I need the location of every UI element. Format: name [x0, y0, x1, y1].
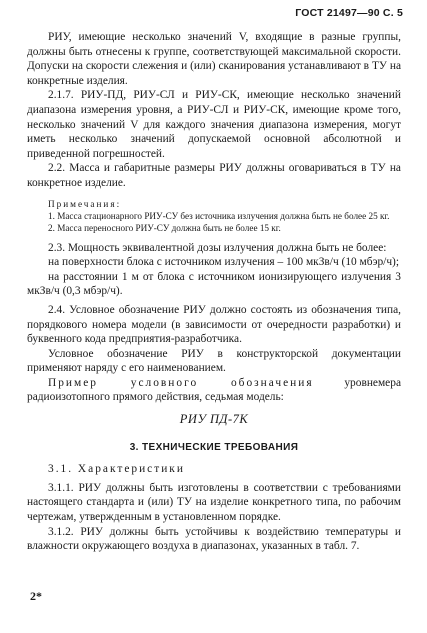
notes-block — [27, 198, 401, 234]
paragraph-3-1-1: 3.1.1. РИУ должны быть изготовлены в соответствии с требованиями настоящего стандарта и (или) ТУ на изделие конкретного типа, по рабочим чертежам, утвержденным в установленном порядке. — [27, 481, 401, 524]
notes-title: Примечания: — [48, 198, 122, 209]
document-body — [27, 30, 401, 554]
paragraph-2-3: 2.3. Мощность эквивалентной дозы излучения должна быть не более: — [48, 241, 387, 254]
note-2: 2. Масса переносного РИУ-СУ должна быть не более 15 кг. — [48, 222, 281, 233]
note-1: 1. Масса стационарного РИУ-СУ без источника излучения должна быть не более 25 кг. — [48, 210, 390, 221]
page-header: ГОСТ 21497—90 С. 5 — [295, 7, 403, 19]
example-code: РИУ ПД-7К — [179, 412, 249, 427]
paragraph-speed-groups: РИУ, имеющие несколько значений V, входящие в разные группы, должны быть отнесены к группе, соответствующей максимальной скорости. Допуски на скорости слежения и (или) сканирования устанавливают в ТУ на конкретные изделия. — [27, 31, 401, 87]
subsection-title: 3.1. Характеристики — [48, 463, 185, 476]
section-title: 3. ТЕХНИЧЕСКИЕ ТРЕБОВАНИЯ — [129, 441, 299, 453]
example-lead: Пример условного обозначения — [48, 376, 314, 389]
paragraph-3-1-2: 3.1.2. РИУ должны быть устойчивы к воздействию температуры и влажности окружающего воздуха в диапазонах, указанных в табл. 7. — [27, 525, 401, 553]
signature-mark: 2* — [30, 589, 42, 603]
paragraph-dose-1m: на расстоянии 1 м от блока с источником ионизирующего излучения 3 мкЗв/ч (0,3 мбэр/ч). — [27, 270, 401, 298]
paragraph-dose-surface: на поверхности блока с источником излучения – 100 мкЗв/ч (10 мбэр/ч); — [48, 256, 400, 269]
paragraph-designation-docs: Условное обозначение РИУ в конструкторской документации применяют наряду с его наименованием. — [27, 347, 401, 375]
paragraph-2-1-7: 2.1.7. РИУ-ПД, РИУ-СЛ и РИУ-СК, имеющие несколько значений диапазона измерения уровня, а РИУ-СЛ и РИУ-СК, имеющие кроме того, несколько значений V для каждого значения диапазона измерения, могут иметь несколько значений допускаемой основной абсолютной и приведенной погрешностей. — [27, 89, 401, 160]
paragraph-2-2: 2.2. Масса и габаритные размеры РИУ должны оговариваться в ТУ на конкретное изделие. — [27, 162, 401, 189]
paragraph-2-4: 2.4. Условное обозначение РИУ должно состоять из обозначения типа, порядкового номера модели (в зависимости от очередности разработки) и буквенного кода предприятия-разработчика. — [27, 303, 401, 346]
example-rest: уровнемера радиоизотопного прямого действия, седьмая модель: — [27, 376, 401, 404]
paragraph-example — [27, 376, 401, 405]
